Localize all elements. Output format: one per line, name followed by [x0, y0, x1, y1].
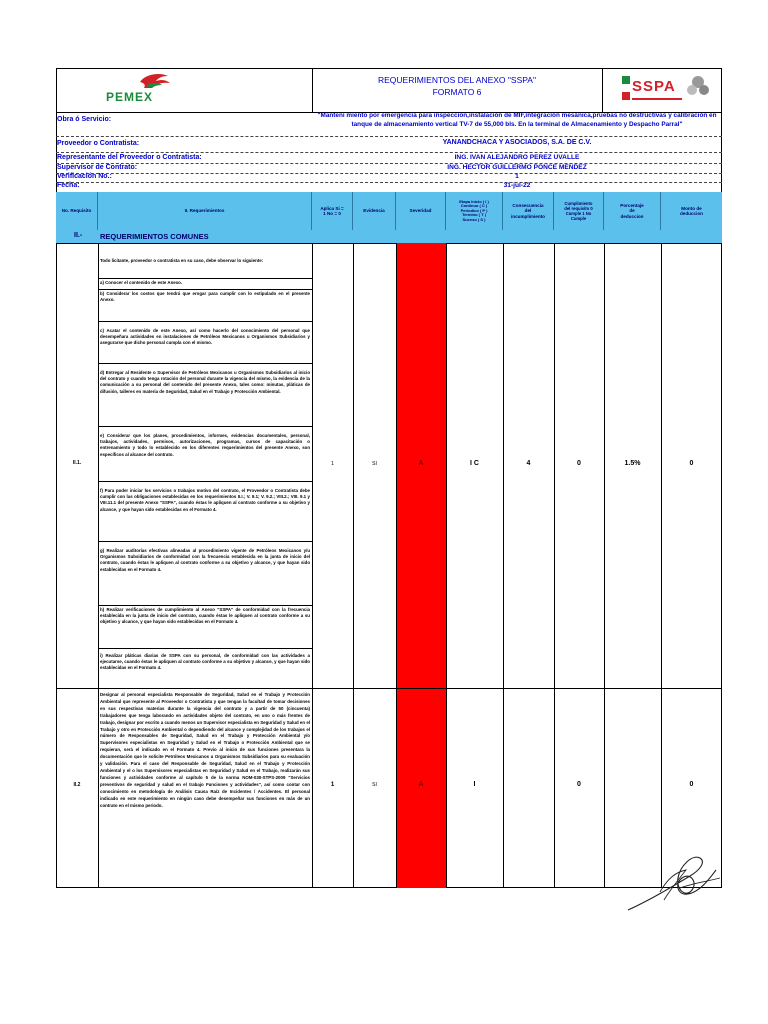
col-monto: Monto de deduccion — [661, 192, 722, 230]
section-code: II.- — [74, 232, 83, 239]
row2-text: Designar al personal especialista Responsable de Seguridad, Salud en el Trabajo y Protección Ambiental que represente al Proveedor o Contratista y que tengan la facultad de tomar decisiones en sus respectivas materias durante la vigencia del contrato y a partir de 50 (cincuenta) trabajadores que tenga laborando en actividades objeto del contrato, en uno o más frentes de trabajo, designar por escrito a cuando menos un Supervisor especialista en Seguridad y Salud en el Trabajo y otro en Protección Ambiental o dependiendo del alcance y complejidad de los trabajos el número de Responsables de Seguridad, Salud en el Trabajo y Protección Ambiental y/o Supervisores especialistas en Seguridad y Salud en el Trabajo o Protección Ambiental que se requieran, será el indicado en el Formato 4. Previo al inicio de sus funciones presentara la documentación que le solicite Petróleos Mexicanos u Organismos Subsidiarios para su evaluación y validación. Para el caso del Responsable de Seguridad, Salud en el Trabajo y Protección Ambiental y el o los Supervisores especialistas en Seguridad y Salud en el Trabajo, realizarán sus funciones y actividades conforme al capítulo 5 de la norma NOM-030-STPS-2009 "Servicios preventivos de seguridad y salud en el trabajo Funciones y actividades", así como contar con conocimiento en metodología de Análisis Causa Raíz de Incidentes / Accidentes. El personal indicado en este requerimiento en ningún caso debe desempeñar sus funciones en más de un contrato en el mismo periodo. — [100, 692, 310, 808]
row1-item-h: h) Realizar verificaciones de cumplimiento al Anexo "SSPA" de conformidad con la frecuencia establecida en la junta de inicio del contrato, cuando éstas le apliquen al contrato conforme a su objetivo y alcance, y que hayan sido establecidas en el Formato 4. — [98, 605, 312, 627]
verificacion-value: 1 — [515, 173, 519, 180]
sspa-logo — [608, 70, 714, 106]
supervisor-value: ING. HECTOR GUILLERMO PONCE MENDEZ — [447, 164, 587, 171]
row1-etapa: I C — [470, 460, 479, 467]
title-line-2: FORMATO 6 — [432, 87, 482, 97]
col-etapa: Etapa Inicio ( I ) Continuo ( C ) Periodico ( P ) Termino ( T ) Suceso ( S ) — [446, 192, 503, 230]
representante-value: ING. IVAN ALEJANDRO PEREZ UVALLE — [454, 154, 580, 161]
row1-item-b: b) Considerar los costos que tendrá que erogar para cumplir con lo estipulado en el presente Anexo. — [98, 289, 312, 304]
row1-item-i: i) Realizar pláticas diarias de SSPA con su personal, de conformidad con las actividades a ejecutarse, cuando éstas le apliquen al contrato conforme a su objetivo y alcance, y que hayan sido establecidas en el Formato 4. — [98, 648, 312, 673]
col-porcentaje: Porcentaje de deduccion — [604, 192, 661, 230]
sspa-logo-underline — [632, 98, 682, 100]
row1-item-d: d) Entregar al Residente o Supervisor de Petróleos Mexicanos u Organismos Subsidiarios al inicio del contrato y cuando tenga rotación del personal durante la vigencia del mismo, la evidencia de la comunicación a su personal del contenido del presente Anexo, tales como: minutas, pláticas de difusión, talleres en materia de Seguridad, Salud en el Trabajo y Protección Ambiental. — [98, 363, 312, 396]
row1-item-c: c) Acatar el contenido de este Anexo, así como hacerlo del conocimiento del personal que desempeñara actividades en instalaciones de Petróleos Mexicanos u Organismos Subsidiarios y asegurarse que dicho personal cumpla con el mismo. — [98, 321, 312, 348]
proveedor-value: YANANDCHACA Y ASOCIADOS, S.A. DE C.V. — [442, 139, 592, 146]
row2-cumplimiento: 0 — [577, 781, 581, 788]
row2-evidencia: SI — [372, 782, 377, 788]
pemex-logo — [100, 70, 210, 104]
row1-porcentaje: 1.5% — [624, 460, 641, 467]
signature — [620, 848, 730, 918]
row1-consecuencia: 4 — [526, 460, 531, 467]
row2-etapa: I — [473, 781, 476, 788]
fecha-value: 31-jul-22 — [503, 182, 531, 189]
representante-label: Representante del Proveedor o Contratista: — [57, 154, 202, 161]
title-line-1: REQUERIMIENTOS DEL ANEXO "SSPA" — [378, 75, 536, 85]
sspa-logo-text: SSPA — [632, 78, 676, 95]
sspa-symbol-icon — [684, 72, 712, 100]
row2-aplica: 1 — [330, 782, 335, 788]
sspa-flag-icon — [622, 76, 630, 100]
section-title: REQUERIMIENTOS COMUNES — [100, 232, 209, 241]
row1-aplica: 1 — [331, 461, 334, 467]
col-aplica: Aplica Si = 1 No = 0 — [312, 192, 353, 230]
row1-code: II.1. — [72, 460, 82, 466]
verificacion-label: Verificación No.: — [57, 173, 112, 180]
obra-value: "Manteni miento por emergencia para inspección,instalación de MIF,integración mesánica,pruebas no destructivas y calibración en tanque de almacenamiento vertical TV-7 de 55,000 bls. En la terminal de Almacenamiento y Despacho Parral" — [317, 112, 717, 128]
row2-code: II.2 — [73, 782, 81, 788]
obra-label: Obra ó Servicio: — [57, 116, 112, 123]
row1-monto: 0 — [689, 460, 694, 467]
row1-cumplimiento: 0 — [577, 460, 581, 467]
col-consecuencia: Consecuencia del incumplimiento — [503, 192, 554, 230]
supervisor-label: Supervisor de Contrato: — [57, 164, 138, 171]
row1-evidencia: SI — [372, 461, 377, 467]
requirement-row-1 — [56, 243, 722, 688]
row1-severidad: A — [418, 460, 424, 467]
col-evidencia: Evidencia — [353, 192, 396, 230]
row1-item-a: a) Conocer el contenido de este Anexo. — [98, 278, 312, 287]
fecha-label: Fecha: — [57, 182, 80, 189]
row2-monto: 0 — [689, 781, 694, 788]
col-no-requisito: No. Requisito — [56, 192, 98, 230]
col-requerimientos: II. Requerimientos — [98, 192, 312, 230]
row1-item-g: g) Realizar auditorías efectivas alineadas al procedimiento vigente de Petróleos Mexicanos y/u Organismos Subsidiarios de conformidad con la frecuencia establecida en la junta de inicio del contrato, cuando éstas le apliquen al contrato conforme a su objetivo y alcance, y que hayan sido establecidas en el Formato 4. — [98, 541, 312, 574]
row2-severidad: A — [418, 781, 424, 788]
pemex-logo-text: PEMEX — [106, 90, 154, 104]
row1-item-f: f) Para poder iniciar los servicios o trabajos motivo del contrato, el Proveedor o Contratista debe cumplir con las obligaciones establecidas en los requerimientos II.I.; V. 9.1; V. 9.2.; VIII.2.; VIII. 9.1 y VIII.11.1 del presente Anexo "SSPA", cuando éstas le apliquen al contrato conforme a su objetivo y alcance, y que hayan sido establecidas en el Formato 4. — [98, 481, 312, 514]
proveedor-label: Proveedor o Contratista: — [57, 140, 140, 147]
col-severidad: Severidad — [396, 192, 446, 230]
row1-intro: Todo licitante, proveedor o contratista en su caso, debe observar lo siguiente: — [100, 258, 264, 263]
col-cumplimiento: Cumplimiento del requisito 0 Cumple 1 No Cumple — [554, 192, 604, 230]
row1-item-e: e) Considerar que los planes, procedimientos, informes, evidencias documentales, personal, trabajos, actividades, permisos, autorizaciones, programas, cursos de capacitación o entrenamiento y todo lo establecido en los diferentes requerimientos del presente Anexo, son específicos al alcance del contrato. — [98, 426, 312, 459]
